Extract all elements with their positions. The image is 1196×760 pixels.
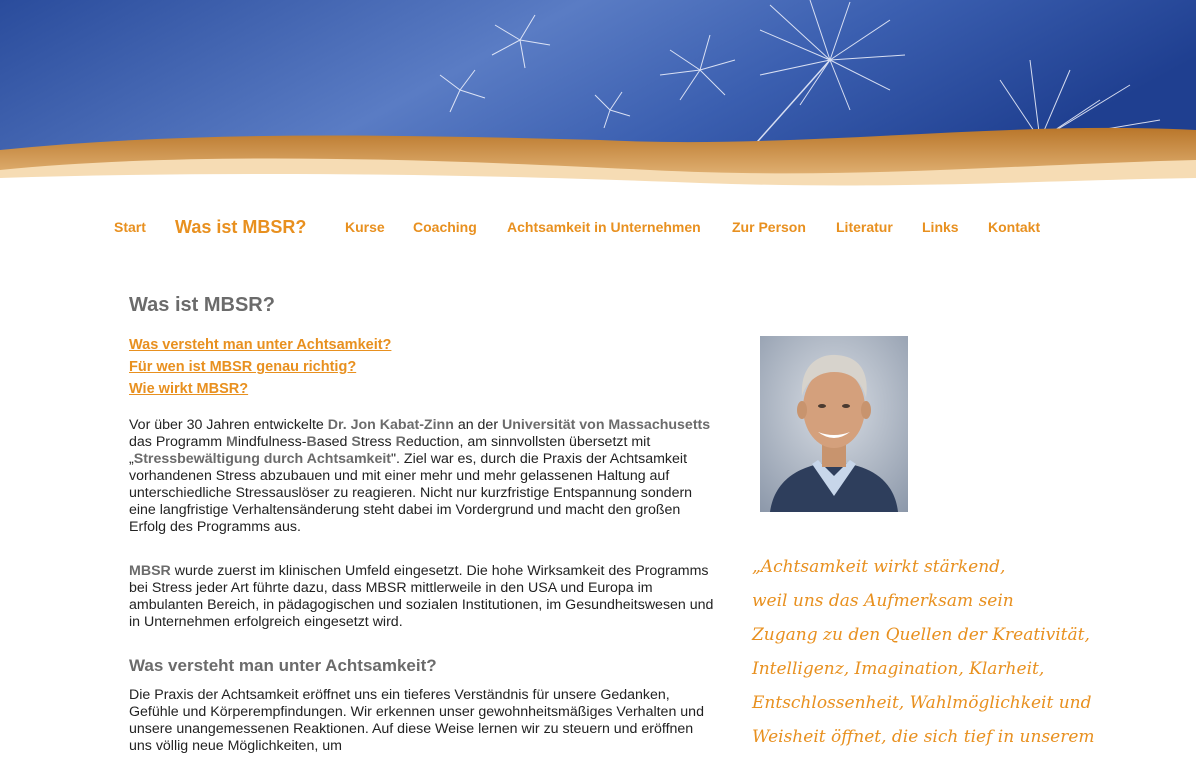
anchor-link-achtsamkeit[interactable]: Was versteht man unter Achtsamkeit? (129, 337, 392, 353)
section-heading-achtsamkeit: Was versteht man unter Achtsamkeit? (129, 656, 437, 675)
header-banner (0, 0, 1196, 195)
anchor-link-fuer-wen[interactable]: Für wen ist MBSR genau richtig? (129, 359, 357, 375)
nav-coaching[interactable]: Coaching (413, 219, 477, 235)
nav-start[interactable]: Start (114, 219, 146, 235)
portrait-photo (760, 336, 908, 512)
mbsr-usage-paragraph: MBSR wurde zuerst im klinischen Umfeld eingesetzt. Die hohe Wirksamkeit des Programms bei Stress jeder Art führte dazu, dass MBSR mittlerweile in den USA und Europa im ambulanten Bereich, in pädagogischen und sozialen Institutionen, im Gesundheitswesen und in Unternehmen erfolgreich eingesetzt wird. (129, 563, 714, 630)
quote-line: „Achtsamkeit wirkt stärkend, (752, 557, 1006, 577)
intro-paragraph: Vor über 30 Jahren entwickelte Dr. Jon Kabat-Zinn an der Universität von Massachusetts das Programm Mindfulness-Based Stress Reduction, am sinnvollsten übersetzt mit „Stressbewältigung durch Achtsamkeit". Ziel war es, durch die Praxis der Achtsamkeit vorhandenen Stress abzubauen und mit einer mehr und mehr gelassenen Haltung auf unterschiedliche Stressauslöser zu reagieren. Nicht nur kurzfristige Entspannung sondern eine langfristige Verhaltensänderung steht dabei im Vordergrund und macht den großen Erfolg des Programms aus. (129, 417, 711, 535)
quote-line: weil uns das Aufmerksam sein (752, 591, 1014, 611)
quote-line: Weisheit öffnet, die sich tief in unserem (752, 727, 1095, 747)
nav-links[interactable]: Links (922, 219, 959, 235)
nav-literatur[interactable]: Literatur (836, 219, 893, 235)
achtsamkeit-paragraph: Die Praxis der Achtsamkeit eröffnet uns ein tieferes Verständnis für unsere Gedanken, Gefühle und Körperempfindungen. Wir erkennen unser gewohnheitsmäßiges Verhalten und unsere unangemessenen Reaktionen. Auf diese Weise lernen wir zu steuern und eröffnen uns völlig neue Möglichkeiten, um (129, 687, 704, 754)
nav-achtsamkeit-in-unternehmen[interactable]: Achtsamkeit in Unternehmen (507, 219, 701, 235)
nav-zur-person[interactable]: Zur Person (732, 219, 806, 235)
quote-line: Entschlossenheit, Wahlmöglichkeit und (752, 693, 1092, 713)
dandelion-banner-image (0, 0, 1196, 195)
quote-line: Zugang zu den Quellen der Kreativität, (752, 625, 1090, 645)
main-nav (0, 210, 1196, 244)
nav-kurse[interactable]: Kurse (345, 219, 385, 235)
nav-was-ist-mbsr[interactable]: Was ist MBSR? (175, 217, 307, 237)
nav-kontakt[interactable]: Kontakt (988, 219, 1041, 235)
quote-line: Intelligenz, Imagination, Klarheit, (752, 659, 1045, 679)
handwritten-quote (752, 550, 1152, 754)
page-title: Was ist MBSR? (129, 294, 275, 316)
anchor-links (129, 334, 391, 400)
anchor-link-wie-wirkt[interactable]: Wie wirkt MBSR? (129, 381, 249, 397)
